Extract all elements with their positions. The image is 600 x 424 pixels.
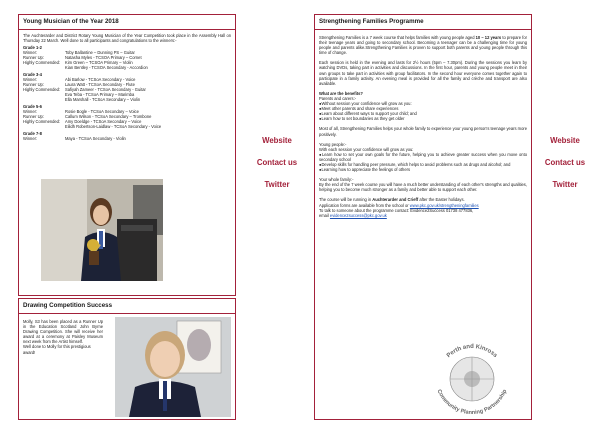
contact-us-link-right[interactable]: Contact us bbox=[544, 158, 586, 167]
young-musician-article bbox=[18, 14, 236, 296]
list-item: ●Learn about different ways to support your child; and bbox=[319, 111, 417, 117]
whole-heading: Your whole family:- bbox=[319, 177, 354, 183]
result-value: Safiyah Zameer - TCSoA Secondary - Guitar bbox=[65, 86, 146, 92]
email-link[interactable]: evidence2success@pkc.gov.uk bbox=[329, 212, 387, 218]
result-label: Runner Up: bbox=[23, 54, 44, 60]
result-value: Eilidh Robertson-Laidlaw - TCSoA Secondary - Voice bbox=[65, 124, 162, 130]
result-label bbox=[23, 65, 65, 70]
contact-line: To talk to someone about the programme contact: Evidence2Success 01738 477836, bbox=[319, 207, 474, 213]
result-row bbox=[23, 65, 231, 70]
list-item: ●Without session your confidence will grow as you: bbox=[319, 101, 412, 107]
result-value: Abi Barlow - TCSoA Secondary - Voice bbox=[65, 76, 136, 82]
families-intro: Strengthening Families is a 7 week course that helps families with young people aged 10 – 12 years to prepare for their teenage years and going to secondary school. Becoming a teenager can be a challenging time for young people and parents alike.Strengthening Families is proven to support both parents and young people through this time of change. bbox=[319, 35, 527, 56]
twitter-link-right[interactable]: Twitter bbox=[552, 180, 578, 189]
grade-heading: Grade 5-6 bbox=[23, 103, 42, 109]
result-label: Winner: bbox=[23, 108, 38, 114]
result-value: Kim Green – TCSOA Primary – Violin bbox=[65, 59, 133, 65]
result-label: Runner Up: bbox=[23, 113, 44, 119]
result-label bbox=[23, 124, 65, 129]
families-title: Strengthening Families Programme bbox=[315, 15, 531, 30]
drawing-body bbox=[23, 319, 103, 355]
parents-list bbox=[319, 101, 527, 121]
links-left bbox=[242, 130, 312, 196]
result-value: Laura Watt - TCSoA Secondary - Flute bbox=[65, 81, 135, 87]
young-musician-body bbox=[23, 33, 231, 141]
parents-heading: Parents and carers:- bbox=[319, 95, 357, 101]
grades-list bbox=[23, 45, 231, 141]
result-label: Winner: bbox=[23, 76, 38, 82]
website-link[interactable]: Website bbox=[262, 136, 292, 145]
result-value: Ella Marshall - TCSoA Secondary – Violin bbox=[65, 97, 141, 103]
drawing-text: Molly, S3 has been placed as a Runner Up in the Education Scotland John Byrne Drawing Competition. She will receive her award at a ceremony at Paisley Museum next week from the Artist himself. bbox=[23, 319, 103, 345]
result-value: Natasha Myles - TCSOA Primary – Cornet bbox=[65, 54, 142, 60]
families-web-link[interactable]: www.pkc.gov.uk/strengtheningfamilies bbox=[409, 202, 479, 208]
young-heading: Young people:- bbox=[319, 141, 347, 147]
list-item: ●Learn how to set your own goals for the future, helping you to achieve greater success when you move onto secondary school bbox=[319, 151, 527, 162]
result-label bbox=[23, 97, 65, 102]
twitter-link[interactable]: Twitter bbox=[264, 180, 290, 189]
whole-text: By the end of the 7 week course you will have a much better understanding of each other's strengths and qualities, helping you to become much stronger as a family and better able to support each other. bbox=[319, 182, 527, 193]
website-link-right[interactable]: Website bbox=[550, 136, 580, 145]
families-most: Most of all, Strengthening Families helps your whole family to experience your young person's teenage years more positively. bbox=[319, 126, 527, 137]
result-value: Rosie Bogle - TCSoA Secondary – Voice bbox=[65, 108, 139, 114]
logo-top-text: Perth and Kinross bbox=[445, 344, 499, 360]
result-row bbox=[23, 136, 231, 141]
drawing-closing: Well done to Molly for this prestigious award! bbox=[23, 344, 91, 355]
families-sessions: Each session is held in the evening and lasts for 2½ hours (5pm – 7.30pm). During the sessions you learn by watching DVDs, taking part in activities and discussions. In the first hour, parents and young people meet in their own groups to take part in activities with group facilitators. In the second hour everyone comes together again to participate in a family activity. An evening meal is provided for all the family and crèche and transport are also available. bbox=[319, 60, 527, 86]
result-label: Highly Commended: bbox=[23, 86, 61, 92]
result-label: Winner: bbox=[23, 135, 38, 141]
drawing-title: Drawing Competition Success bbox=[19, 299, 235, 314]
result-value: Callum Wilson - TCSoA Secondary – Trombone bbox=[65, 113, 152, 119]
grade-heading: Grade 3-4 bbox=[23, 71, 42, 77]
result-value: Amy Doeldge - TCSoA Secondary – Voice bbox=[65, 119, 142, 124]
result-label: Highly Commended: bbox=[23, 59, 61, 65]
grade-heading: Grade 1-2 bbox=[23, 44, 42, 50]
logo-bottom-text: Community Planning Partnership bbox=[435, 388, 509, 417]
perth-kinross-cpp-logo bbox=[427, 337, 517, 417]
result-label: Highly Commended: bbox=[23, 119, 61, 124]
grade-heading: Grade 7-8 bbox=[23, 130, 42, 136]
molly-photo bbox=[115, 317, 231, 417]
result-label: Runner Up: bbox=[23, 81, 44, 87]
list-item: ●Learning how to appreciate the feelings of others bbox=[319, 167, 411, 173]
young-musician-title: Young Musician of the Year 2018 bbox=[19, 15, 235, 30]
list-item: ●Learn how to set boundaries as they get older bbox=[319, 116, 405, 122]
result-value: Maya - TCSoA Secondary - Violin bbox=[65, 135, 126, 141]
young-list bbox=[319, 147, 527, 172]
drawing-competition-article bbox=[18, 298, 236, 420]
benefits-heading: What are the benefits? bbox=[319, 90, 363, 96]
musician-photo bbox=[41, 179, 163, 281]
result-row bbox=[23, 124, 231, 129]
application-forms: Application forms are available from the school or www.pkc.gov.uk/strengtheningfamilies bbox=[319, 202, 479, 208]
list-item: ●Meet other parents and share experiences bbox=[319, 106, 399, 112]
email-line: email evidence2success@pkc.gov.uk bbox=[319, 212, 387, 218]
links-right bbox=[530, 130, 600, 196]
course-running: The course will be running in Auchterarder and Crieff after the Easter holidays. bbox=[319, 197, 465, 203]
result-value: Eva Teba - TCSoA Primary – Marimba bbox=[65, 92, 135, 98]
strengthening-families-article bbox=[314, 14, 532, 420]
contact-us-link[interactable]: Contact us bbox=[256, 158, 298, 167]
families-body bbox=[319, 35, 527, 218]
result-value: Kian Bentley - TCSOA Secondary - Accordion bbox=[65, 65, 148, 71]
result-label: Winner: bbox=[23, 49, 38, 55]
list-item: With each session your confidence will grow as you: bbox=[319, 146, 414, 152]
young-musician-intro: The Auchterarder and District Rotary Young Musician of the Year Competition took place in the Assembly Hall on Thursday 22 March. Well done to all participants and congratulations to the winners:- bbox=[23, 33, 231, 44]
list-item: ●Develop skills for handling peer pressure, which helps to avoid problems such as drugs and alcohol; and bbox=[319, 161, 511, 167]
result-value: Toby Ballantine – Dunning PS – Guitar bbox=[65, 49, 135, 55]
result-row bbox=[23, 97, 231, 102]
